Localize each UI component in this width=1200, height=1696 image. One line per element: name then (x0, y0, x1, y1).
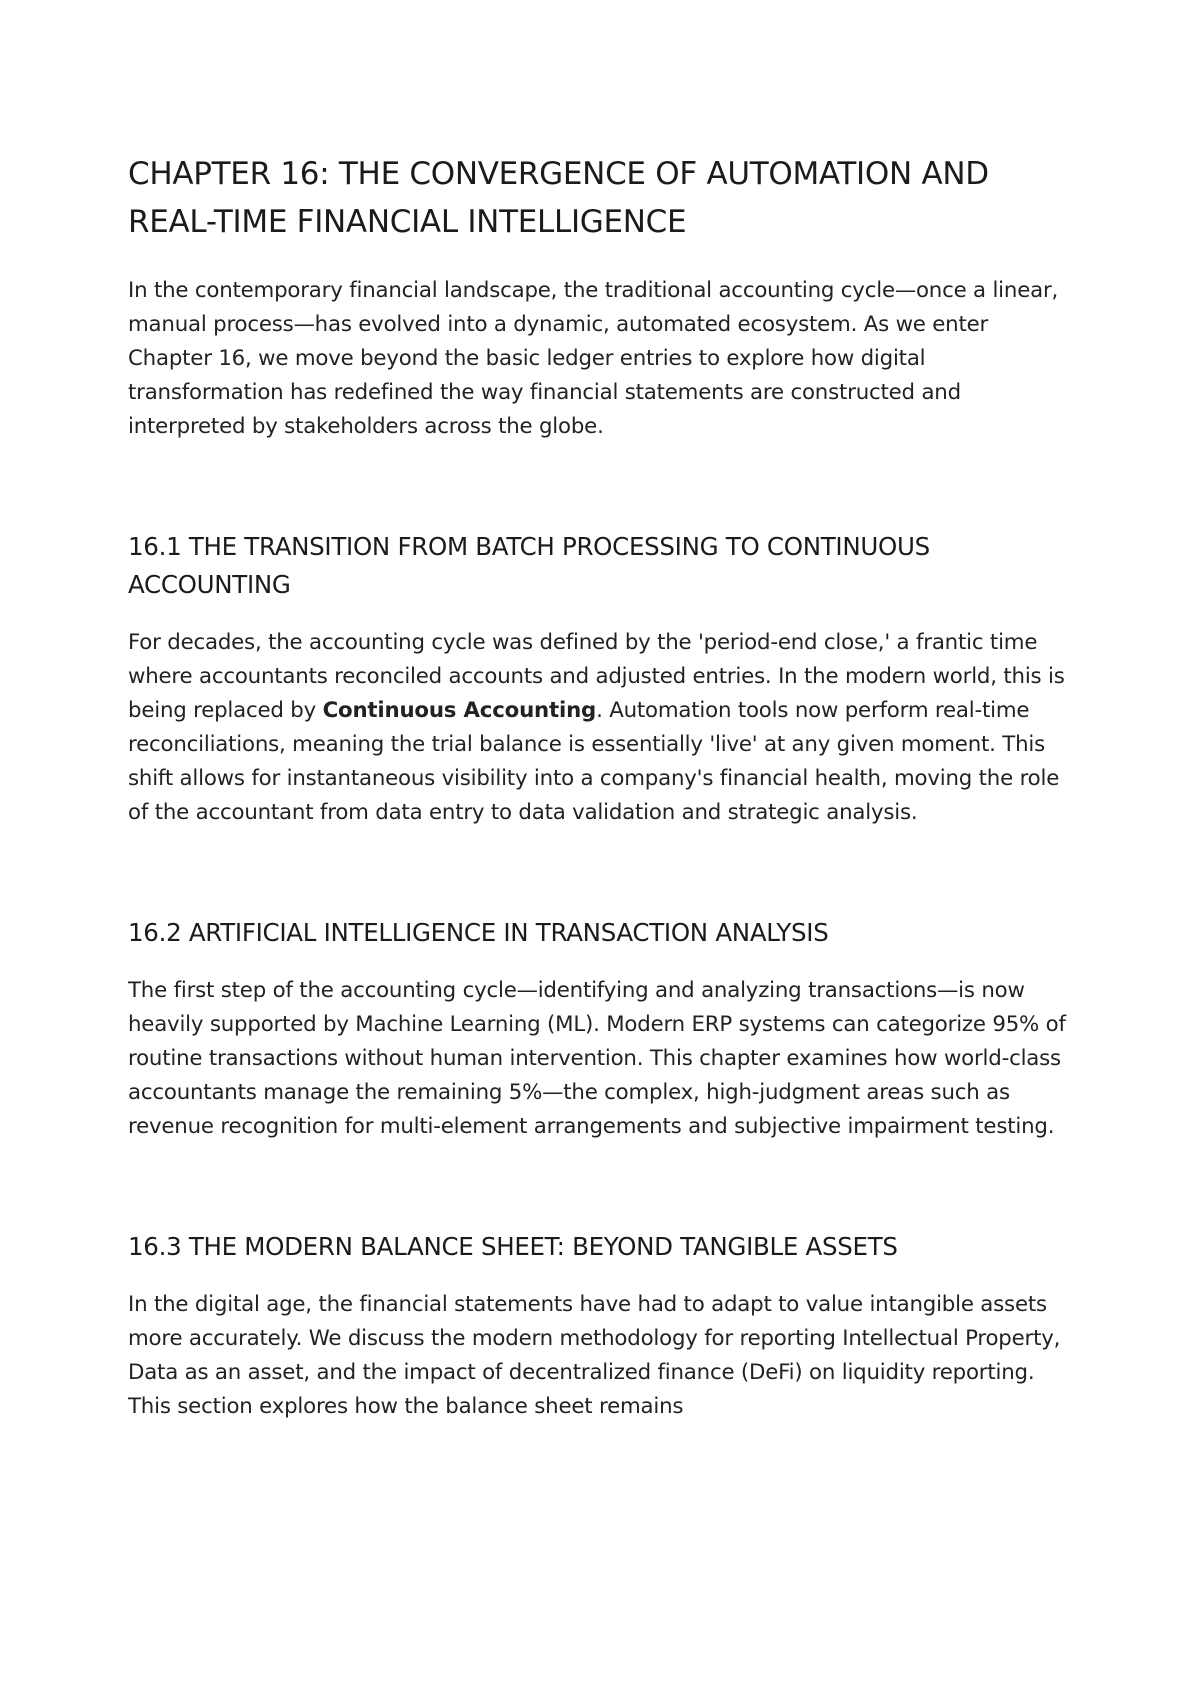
section-paragraph: In the digital age, the financial statements have had to adapt to value intangible assets more accurately. We discuss the modern methodology for reporting Intellectual Property, Data as an asset, and the impact of decentralized finance (DeFi) on liquidity reporting. This section explores how the balance sheet remains (128, 1292, 1061, 1419)
paragraph-text: For decades, the accounting cycle was defined by the 'period-end close,' a frantic time where accountants reconciled accounts and adjusted entries. In the modern world, this is being replaced by (128, 630, 1065, 723)
section-title: 16.1 THE TRANSITION FROM BATCH PROCESSING TO CONTINUOUS ACCOUNTING (128, 532, 930, 599)
section-paragraph: The first step of the accounting cycle—identifying and analyzing transactions—is now heavily supported by Machine Learning (ML). Modern ERP systems can categorize 95% of routine transactions without human intervention. This chapter examines how world-class accountants manage the remaining 5%—the complex, high-judgment areas such as revenue recognition for multi-element arrangements and subjective impairment testing. (128, 978, 1066, 1139)
chapter-title: CHAPTER 16: THE CONVERGENCE OF AUTOMATION AND REAL-TIME FINANCIAL INTELLIGENCE (128, 156, 989, 240)
section-paragraph (128, 626, 1078, 830)
section-title: 16.2 ARTIFICIAL INTELLIGENCE IN TRANSACTION ANALYSIS (128, 918, 829, 947)
page-content (128, 150, 1078, 1424)
paragraph-text: . Automation tools now perform real-time reconciliations, meaning the trial balance is essentially 'live' at any given moment. This shift allows for instantaneous visibility into a company's financial health, moving the role of the accountant from data entry to data validation and strategic analysis. (128, 698, 1060, 825)
bold-term: Continuous Accounting (322, 698, 597, 723)
section-16-3 (128, 1228, 1078, 1424)
chapter-intro: In the contemporary financial landscape, the traditional accounting cycle—once a linear, manual process—has evolved into a dynamic, automated ecosystem. As we enter Chapter 16, we move beyond the basic ledger entries to explore how digital transformation has redefined the way financial statements are constructed and interpreted by stakeholders across the globe. (128, 278, 1059, 439)
section-title: 16.3 THE MODERN BALANCE SHEET: BEYOND TANGIBLE ASSETS (128, 1232, 898, 1261)
section-16-2 (128, 914, 1078, 1144)
section-16-1 (128, 528, 1078, 830)
